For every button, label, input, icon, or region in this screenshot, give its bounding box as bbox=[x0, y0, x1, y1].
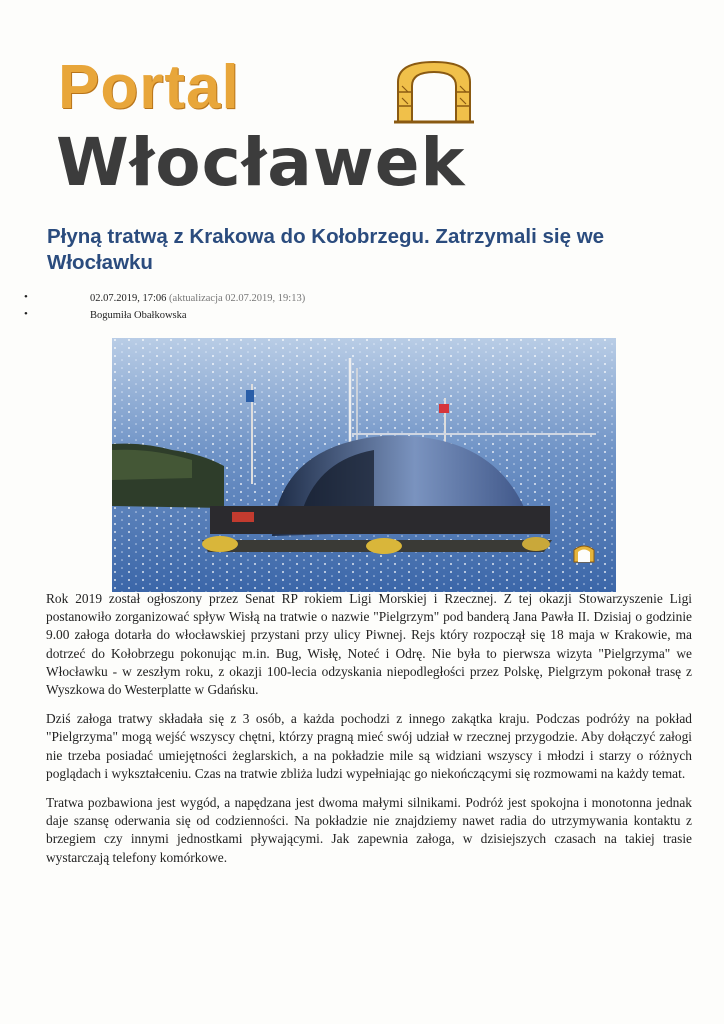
author-name: Bogumiła Obałkowska bbox=[90, 310, 187, 321]
paragraph: Tratwa pozbawiona jest wygód, a napędzana jest dwoma małymi silnikami. Podróż jest spokojna i monotonna jednak daje szansę oderwania się od codzienności. Na pokładzie nie znajdziemy nawet radia do utrzymywania kontaktu z brzegiem czy innymi jednostkami pływającymi. Jak zapewnia załoga, w dzisiejszych czasach na takiej trasie wystarczają telefony komórkowe. bbox=[46, 795, 692, 865]
portal-logo bbox=[56, 52, 596, 202]
publish-date: 02.07.2019, 17:06 bbox=[90, 293, 167, 304]
meta-author-row bbox=[24, 307, 524, 324]
raft-on-river-photo bbox=[112, 338, 616, 592]
logo-city-text: Włocławek bbox=[56, 124, 466, 201]
list-bullet: • bbox=[24, 308, 28, 320]
city-gate-icon bbox=[392, 58, 476, 124]
date-line bbox=[90, 290, 305, 307]
article-title: Płyną tratwą z Krakowa do Kołobrzegu. Zatrzymali się we Włocławku bbox=[47, 225, 605, 274]
article-meta bbox=[24, 290, 524, 324]
list-bullet: • bbox=[24, 291, 28, 303]
paragraph: Rok 2019 został ogłoszony przez Senat RP rokiem Ligi Morskiej i Rzecznej. Z tej okazji Stowarzyszenie Ligi postanowiło zorganizować spływ Wisłą na tratwie o nazwie "Pielgrzym" pod banderą Jana Pawła II. Dzisiaj o godzinie 9.00 załoga dotarła do włocławskiej przystani przy ulicy Piwnej. Rejs który rozpoczął się 18 maja w Krakowie, ma dotrzeć do Kołobrzegu pokonując m.in. Bug, Wisłę, Noteć i Odrę. Nie była to pierwsza wizyta "Pielgrzyma" we Włocławku - w zeszłym roku, z okazji 100-lecia odzyskania niepodległości przez Polskę, Pielgrzym pokonał trasę z Wyszkowa do Westerplatte w Gdańsku. bbox=[46, 591, 692, 698]
paragraph: Dziś załoga tratwy składała się z 3 osób, a każda pochodzi z innego zakątka kraju. Podczas podróży na pokład "Pielgrzyma" mogą wejść wszyscy chętni, którzy pragną mieć swój udział w rzecznej przygodzie. Aby dołączyć załogi nie trzeba posiadać umiejętności żeglarskich, a na pokładzie mile są widziani wszyscy i młodzi i starzy o różnych poglądach i wykształceniu. Czas na tratwie zbliża ludzi wypełniając go niekończącymi się rozmowami na każdy temat. bbox=[46, 711, 692, 781]
update-date: (aktualizacja 02.07.2019, 19:13) bbox=[169, 293, 306, 304]
logo-portal-text: Portal bbox=[58, 53, 240, 122]
article-body bbox=[46, 590, 692, 878]
meta-date-row bbox=[24, 290, 524, 307]
